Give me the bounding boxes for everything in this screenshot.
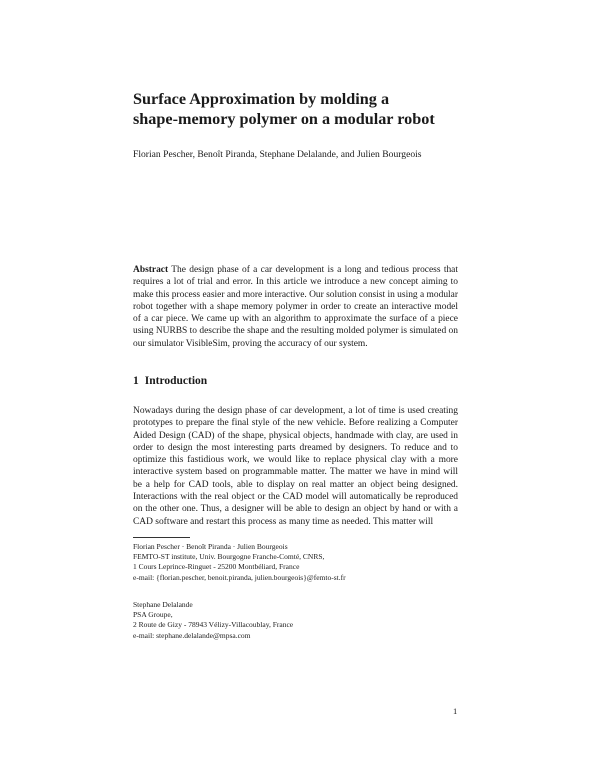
affiliation-line: 2 Route de Gizy - 78943 Vélizy-Villacoublay, France [133,620,294,630]
affiliation-email: e-mail: stephane.delalande@mpsa.com [133,630,251,640]
title-line-1: Surface Approximation by molding a [133,90,390,108]
section-number: 1 [133,375,139,387]
affiliation-line: 1 Cours Leprince-Ringuet - 25200 Montbéliard, France [133,562,300,572]
abstract-text: The design phase of a car development is a long and tedious process that requires a lot of trial and error. In this article we introduce a new concept aiming to make this process easier and more interactive. Our solution consist in using a modular robot together with a shape memory polymer in order to create an interactive model of a car piece. We came up with an algorithm to approximate the surface of a piece using NURBS to describe the shape and the resulting molded polymer is simulated on our simulator VisibleSim, proving the accuracy of our system. [133,265,458,349]
affiliation-line: Stephane Delalande [133,600,193,609]
abstract [133,264,458,350]
paper-title [133,89,473,129]
affiliation-block-2 [133,600,293,641]
affiliation-line: Florian Pescher · Benoît Piranda · Julien Bourgeois [133,542,288,551]
title-line-2: shape-memory polymer on a modular robot [133,110,435,128]
section-title: Introduction [144,375,208,387]
affiliation-block-1 [133,542,346,583]
abstract-label: Abstract [133,265,169,275]
footnote-rule [133,537,190,538]
affiliation-email: e-mail: {florian.pescher, benoit.piranda, julien.bourgeois}@femto-st.fr [133,572,346,582]
section-heading [133,375,207,387]
author-list: Florian Pescher, Benoît Piranda, Stephane Delalande, and Julien Bourgeois [133,149,422,160]
affiliation-line: PSA Groupe, [133,610,173,620]
page-number: 1 [453,706,458,716]
introduction-paragraph: Nowadays during the design phase of car development, a lot of time is used creating prototypes to prepare the final style of the new vehicle. Before realizing a Computer Aided Design (CAD) of the shape, physical objects, handmade with clay, are used in order to design the most interesting parts dreamed by designers. To reduce and to optimize this fastidious work, we would like to replace physical clay with a more interactive system based on programmable matter. The matter we have in mind will be a help for CAD tools, able to display on real matter an object being designed. Interactions with the real object or the CAD model will automatically be reproduced on the other one. Thus, a designer will be able to design an object by hand or with a CAD software and restart this process as many time as needed. This matter will [133,406,458,527]
affiliation-line: FEMTO-ST institute, Univ. Bourgogne Franche-Comté, CNRS, [133,552,325,562]
